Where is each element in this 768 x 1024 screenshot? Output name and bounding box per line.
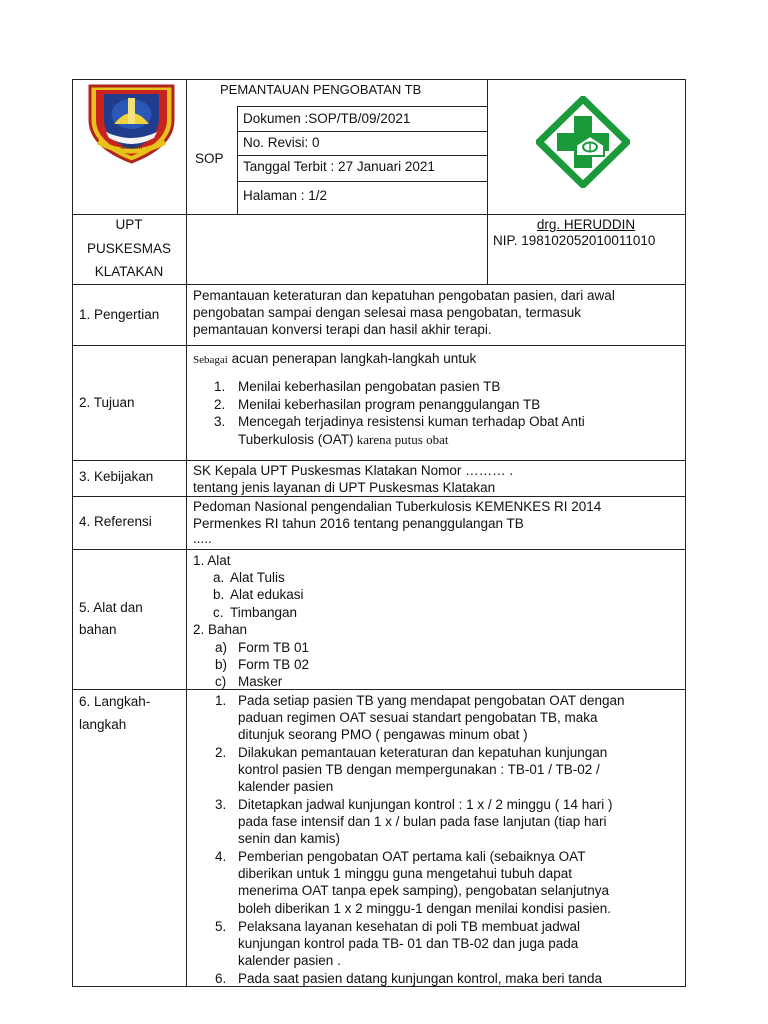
dokumen-number: Dokumen :SOP/TB/09/2021 [243, 111, 411, 126]
puskesmas-logo [536, 96, 630, 188]
document-title: PEMANTAUAN PENGOBATAN TB [220, 82, 422, 97]
rule-header-bottom [72, 214, 686, 215]
section-label-langkah: 6. Langkah- [79, 694, 151, 709]
rule-right [685, 79, 686, 986]
alat-item-letter: c. [213, 605, 224, 620]
tujuan-intro-prefix: Sebagai [193, 354, 228, 366]
step-line: kalender pasien . [238, 953, 341, 968]
rule-kebijakan-bottom [72, 496, 686, 497]
sop-label: SOP [195, 151, 224, 166]
step-line: pada fase intensif dan 1 x / bulan pada fase lanjutan (tiap hari [238, 814, 607, 829]
tujuan-item3-line2: Tuberkulosis (OAT) [238, 432, 354, 447]
section-label-tujuan: 2. Tujuan [79, 395, 135, 410]
bahan-item-letter: c) [215, 674, 227, 689]
rule-rev [237, 155, 487, 156]
tujuan-item-number: 1. [214, 379, 226, 394]
referensi-line: ..... [193, 531, 212, 546]
kebijakan-line: SK Kepala UPT Puskesmas Klatakan Nomor ……… . [193, 463, 514, 478]
step-line: Pemberian pengobatan OAT pertama kali (sebaiknya OAT [238, 849, 586, 864]
step-line: diberikan untuk 1 minggu guna mengetahui tubuh dapat [238, 866, 572, 881]
tujuan-item-number: 3. [214, 414, 226, 429]
puskesmas-cross-icon [536, 96, 630, 188]
alat-item-text: Timbangan [230, 605, 298, 620]
step-line: ditunjuk seorang PMO ( pengawas minum obat ) [238, 727, 528, 742]
langkah-list [215, 692, 680, 984]
alat-item-letter: b. [213, 587, 225, 602]
alat-item-text: Alat Tulis [230, 570, 285, 585]
tujuan-item-text: Menilai keberhasilan program penanggulangan TB [238, 397, 541, 412]
tujuan-intro [193, 350, 476, 369]
signatory-name: drg. HERUDDIN [536, 217, 636, 232]
org-name-line1: UPT [115, 217, 143, 232]
issue-date: Tanggal Terbit : 27 Januari 2021 [243, 159, 435, 174]
tujuan-item-text: Menilai keberhasilan pengobatan pasien TB [238, 379, 501, 394]
regency-crest-logo [84, 80, 179, 165]
org-name-line3: KLATAKAN [94, 264, 164, 279]
rule-header-right [487, 79, 488, 285]
alat-item-letter: a. [213, 570, 225, 585]
step-line: Pada saat pasien datang kunjungan kontrol, maka beri tanda [238, 971, 603, 986]
bahan-item-letter: a) [215, 640, 228, 655]
step-number: 4. [215, 849, 227, 864]
crest-ribbon-text: JEMBER [120, 145, 143, 151]
rule-org-bottom [72, 284, 686, 285]
step-number: 1. [215, 693, 227, 708]
step-line: Pelaksana layanan kesehatan di poli TB membuat jadwal [238, 919, 580, 934]
section-label-langkah-cont: langkah [79, 717, 127, 732]
rule-alat-bottom [72, 689, 686, 690]
pengertian-line: Pemantauan keteraturan dan kepatuhan pengobatan pasien, dari awal [193, 288, 615, 303]
section-label-pengertian: 1. Pengertian [79, 307, 160, 322]
alat-item-text: Alat edukasi [230, 587, 304, 602]
rule-sop [237, 106, 238, 214]
section-label-alat-cont: bahan [79, 622, 117, 637]
section-label-alat: 5. Alat dan [79, 600, 143, 615]
section-label-kebijakan: 3. Kebijakan [79, 469, 154, 484]
step-line: boleh diberikan 1 x 2 minggu-1 dengan menilai kondisi pasien. [238, 901, 611, 916]
step-line: paduan regimen OAT sesuai standart pengobatan TB, maka [238, 710, 598, 725]
rule-title-bottom [237, 106, 487, 107]
step-number: 3. [215, 797, 227, 812]
rule-pengertian-bottom [72, 345, 686, 346]
rule-tujuan-bottom [72, 460, 686, 461]
pengertian-line: pemantauan konversi terapi dan hasil akhir terapi. [193, 322, 492, 337]
revision-number: No. Revisi: 0 [243, 135, 320, 150]
step-line: kontrol pasien TB dengan mempergunakan : TB-01 / TB-02 / [238, 762, 600, 777]
bahan-heading: 2. Bahan [193, 622, 248, 637]
section-label-referensi: 4. Referensi [79, 514, 152, 529]
bahan-item-text: Masker [238, 674, 283, 689]
step-number: 6. [215, 971, 227, 986]
tujuan-item3-line2-serif: karena putus obat [353, 432, 449, 447]
pengertian-line: pengobatan sampai dengan selesai masa pengobatan, termasuk [193, 305, 582, 320]
org-name-line2: PUSKESMAS [86, 241, 172, 256]
tujuan-item-text: Mencegah terjadinya resistensi kuman terhadap Obat Anti [238, 414, 585, 429]
step-line: Pada setiap pasien TB yang mendapat pengobatan OAT dengan [238, 693, 625, 708]
page-number: Halaman : 1/2 [243, 188, 328, 203]
bahan-item-text: Form TB 02 [238, 657, 310, 672]
bahan-item-text: Form TB 01 [238, 640, 310, 655]
rule-referensi-bottom [72, 549, 686, 550]
signatory-nip: NIP. 198102052010011010 [493, 233, 656, 248]
step-number: 2. [215, 745, 227, 760]
step-line: Dilakukan pemantauan keteraturan dan kepatuhan kunjungan [238, 745, 608, 760]
step-number: 5. [215, 919, 227, 934]
rule-logo-left [186, 79, 187, 285]
referensi-line: Pedoman Nasional pengendalian Tuberkulosis KEMENKES RI 2014 [193, 499, 602, 514]
step-line: kunjungan kontrol pada TB- 01 dan TB-02 dan juga pada [238, 936, 579, 951]
tujuan-item-text-cont [238, 431, 448, 448]
rule-label-col [186, 284, 187, 986]
bahan-item-letter: b) [215, 657, 228, 672]
rule-doc [237, 131, 487, 132]
step-line: Ditetapkan jadwal kunjungan kontrol : 1 x / 2 minggu ( 14 hari ) [238, 797, 613, 812]
step-line: senin dan kamis) [238, 831, 341, 846]
rule-date [237, 181, 487, 182]
step-line: kalender pasien [238, 779, 334, 794]
crest-icon [84, 80, 179, 165]
tujuan-intro-rest: acuan penerapan langkah-langkah untuk [227, 351, 477, 366]
step-line: menerima OAT tanpa epek samping), pengobatan selanjutnya [238, 883, 609, 898]
kebijakan-line: tentang jenis layanan di UPT Puskesmas Klatakan [193, 480, 496, 495]
referensi-line: Permenkes RI tahun 2016 tentang penanggulangan TB [193, 516, 524, 531]
alat-heading: 1. Alat [193, 553, 231, 568]
tujuan-item-number: 2. [214, 397, 226, 412]
